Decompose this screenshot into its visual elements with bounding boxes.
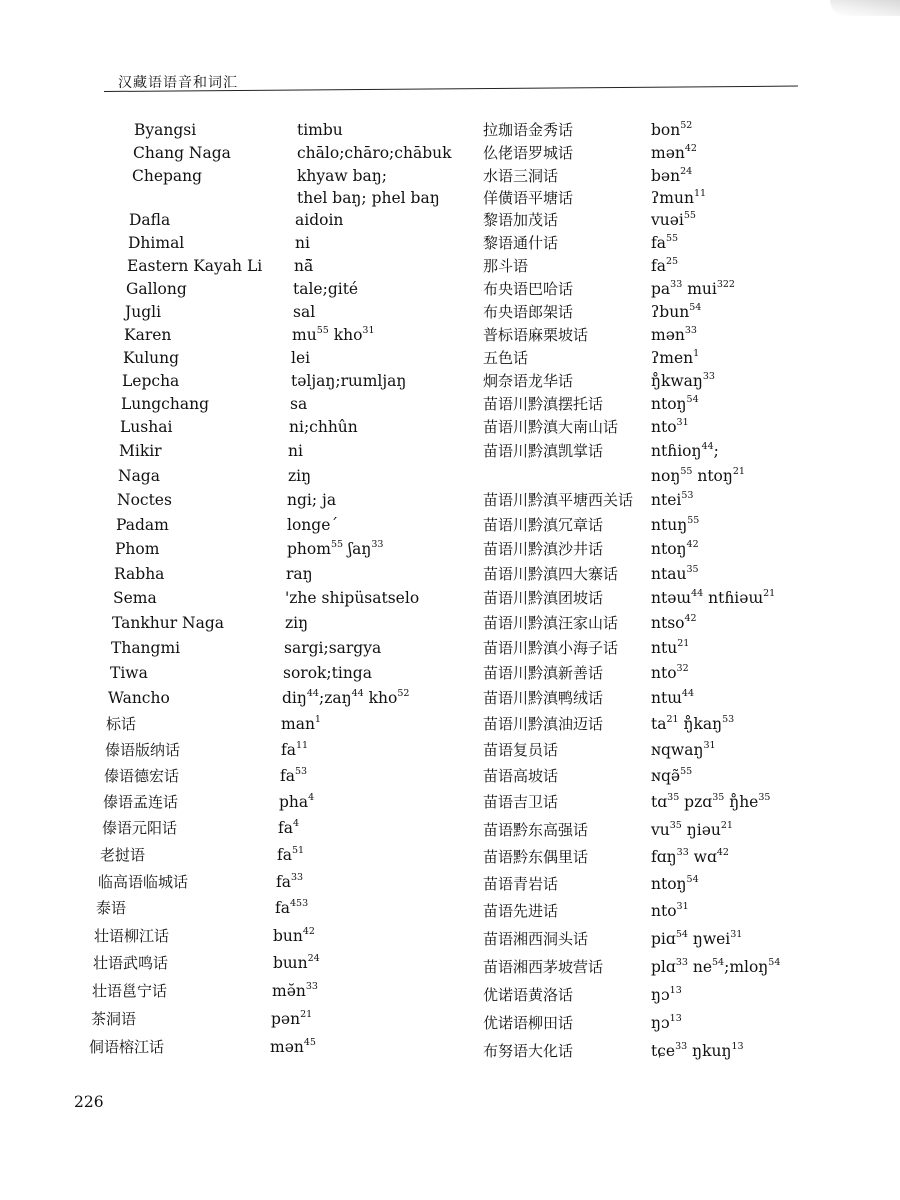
language-name: Mikir — [119, 442, 162, 460]
word-form: tɑ$^{35}$ pzɑ$^{35}$ $ŋ̊he^{35}$ — [651, 791, 771, 811]
word-form: $fa^{11}$ — [281, 739, 309, 759]
language-name: 苗语吉卫话 — [483, 793, 559, 811]
language-name: 苗语湘西洞头话 — [483, 930, 589, 948]
word-form: ŋ̊kwaŋ$^{33}$ — [651, 370, 715, 390]
language-name: Sema — [113, 589, 157, 607]
word-form: plɑ$^{33}$ $ne^{54};mloŋ^{54}$ — [651, 956, 781, 976]
word-form: phom$^{55}$ ʃaŋ$^{33}$ — [287, 538, 384, 558]
word-form: ntu$^{21}$ — [651, 637, 690, 657]
word-form: ntuŋ$^{55}$ — [651, 514, 700, 534]
language-name: Padam — [116, 516, 169, 534]
word-form: $fa^{33}$ — [276, 871, 304, 891]
language-name: 壮语邕宁话 — [92, 982, 168, 1000]
word-form: raŋ — [286, 565, 313, 583]
language-name: 拉珈语金秀话 — [483, 121, 574, 139]
word-form: $pa^{33}$ mui$^{322}$ — [651, 278, 735, 298]
word-form: pən$^{21}$ — [271, 1008, 313, 1028]
language-name: 苗语川黔滇摆托话 — [483, 395, 604, 413]
word-form: ntoŋ$^{54}$ — [651, 393, 699, 413]
word-form: chālo;chāro;chābuk — [297, 144, 452, 162]
language-name: 普标语麻栗坡话 — [483, 326, 589, 344]
word-form: bɯn$^{24}$ — [273, 952, 320, 972]
word-form: nto$^{31}$ — [651, 900, 689, 920]
language-name: 茶洞语 — [91, 1010, 137, 1028]
word-form: ntəɯ$^{44}$ ntɦiəɯ$^{21}$ — [651, 587, 776, 607]
language-name: Thangmi — [111, 639, 181, 657]
page-number: 226 — [74, 1093, 104, 1111]
language-name: 标话 — [106, 715, 137, 733]
word-form: noŋ$^{55}$ ntoŋ$^{21}$ — [651, 465, 745, 485]
word-form: mən$^{45}$ — [270, 1036, 316, 1056]
language-name: 泰语 — [96, 899, 127, 917]
language-name: 临高语临城话 — [98, 873, 189, 891]
language-name: Lungchang — [121, 395, 209, 413]
language-name: Chepang — [132, 167, 203, 185]
word-form: ɴqə̃$^{55}$ — [651, 765, 693, 785]
language-name: Wancho — [108, 689, 170, 707]
language-name: 苗语复员话 — [483, 741, 559, 759]
language-name: 黎语加茂话 — [483, 211, 559, 229]
word-form: diŋ$^{44}$;zaŋ$^{44}$ kho$^{52}$ — [282, 687, 410, 707]
language-name: 苗语黔东高强话 — [483, 821, 589, 839]
language-name: 苗语川黔滇四大寨话 — [483, 565, 619, 583]
language-name: 傣语版纳话 — [105, 741, 181, 759]
language-name: 苗语湘西茅坡营话 — [483, 958, 604, 976]
language-name: 黎语通什话 — [483, 234, 559, 252]
language-name: 优诺语黄洛话 — [483, 986, 574, 1004]
language-name: 苗语先进话 — [483, 902, 559, 920]
word-form: man$^1$ — [281, 713, 321, 733]
language-name: 佯僙语平塘话 — [483, 189, 574, 207]
word-form: $fa^{55}$ — [651, 232, 679, 252]
word-form: khyaw baŋ; — [297, 167, 387, 185]
word-form: sorok;tinga — [283, 664, 372, 682]
language-name: 炯奈语龙华话 — [483, 372, 574, 390]
word-form: 'zhe shipüsatselo — [285, 589, 420, 607]
language-name: 苗语黔东偶里话 — [483, 848, 589, 866]
language-name: 苗语高坡话 — [483, 767, 559, 785]
language-name: Gallong — [126, 280, 187, 298]
word-form: aidoin — [295, 211, 344, 229]
language-name: 那斗语 — [483, 257, 529, 275]
language-name: 傣语元阳话 — [102, 819, 178, 837]
word-form: sargi;sargya — [284, 639, 382, 657]
language-name: 布努语大化话 — [483, 1042, 574, 1060]
running-header: 汉藏语语音和词汇 — [118, 75, 238, 91]
language-name: 五色话 — [483, 349, 529, 367]
language-name: 老挝语 — [100, 846, 146, 864]
word-form: $fa^4$ — [278, 817, 300, 837]
language-name: 壮语武鸣话 — [93, 954, 169, 972]
word-form: $fa^{51}$ — [277, 844, 305, 864]
word-form: lei — [291, 349, 311, 367]
language-name: 苗语川黔滇冗章话 — [483, 516, 604, 534]
word-form: bən$^{24}$ — [651, 165, 693, 185]
language-name: 傣语德宏话 — [104, 767, 180, 785]
word-form: ni;chhûn — [289, 418, 358, 436]
language-name: 优诺语柳田话 — [483, 1014, 574, 1032]
word-form: ntɦioŋ$^{44}$; — [651, 440, 719, 460]
language-name: 苗语川黔滇平塘西关话 — [483, 491, 634, 509]
language-name: 苗语川黔滇新善话 — [483, 664, 604, 682]
language-name: 苗语青岩话 — [483, 875, 559, 893]
word-form: longe´ — [287, 516, 339, 534]
language-name: 侗语榕江话 — [89, 1038, 165, 1056]
language-name: Naga — [118, 467, 160, 485]
word-form: ɴqwaŋ$^{31}$ — [651, 739, 716, 759]
language-name: 布央语巴哈话 — [483, 280, 574, 298]
word-form: $vu^{35}$ ŋiəu$^{21}$ — [651, 819, 733, 839]
scan-corner-shadow — [830, 0, 900, 16]
language-name: Dhimal — [128, 234, 185, 252]
word-form: ziŋ — [285, 614, 309, 632]
language-name: 傣语孟连话 — [103, 793, 179, 811]
word-form: bon$^{52}$ — [651, 119, 693, 139]
language-name: 水语三洞话 — [483, 167, 559, 185]
word-form: ntɯ$^{44}$ — [651, 687, 695, 707]
word-form: ntau$^{35}$ — [651, 563, 699, 583]
word-form: ntei$^{53}$ — [651, 489, 694, 509]
language-name: 苗语川黔滇油迈话 — [483, 715, 604, 733]
language-name: Noctes — [117, 491, 172, 509]
word-form: timbu — [297, 121, 343, 139]
word-form: mən$^{42}$ — [651, 142, 697, 162]
language-name: Lushai — [120, 418, 173, 436]
word-form: tɕe$^{33}$ ŋkuŋ$^{13}$ — [651, 1040, 744, 1060]
word-form: sal — [293, 303, 316, 321]
word-form: ŋɔ$^{13}$ — [651, 984, 682, 1004]
word-form: $ta^{21}$ ŋ̊kaŋ$^{53}$ — [651, 713, 735, 733]
language-name: 苗语川黔滇大南山话 — [483, 418, 619, 436]
word-form: thel baŋ; phel baŋ — [297, 189, 440, 207]
language-name: Chang Naga — [133, 144, 231, 162]
language-name: 苗语川黔滇团坡话 — [483, 589, 604, 607]
word-form: ntso$^{42}$ — [651, 612, 697, 632]
language-name: Rabha — [114, 565, 165, 583]
language-name: Eastern Kayah Li — [127, 257, 263, 275]
word-form: ŋɔ$^{13}$ — [651, 1012, 682, 1032]
language-name: Jugli — [125, 303, 162, 321]
language-name: Kulung — [123, 349, 180, 367]
language-name: 壮语柳江话 — [94, 927, 170, 945]
word-form: $mu^{55}$ kho$^{31}$ — [292, 324, 375, 344]
word-form: təljaŋ;rɯmljaŋ — [291, 372, 407, 390]
language-name: 苗语川黔滇凯掌话 — [483, 442, 604, 460]
word-form: tale;gité — [293, 280, 359, 298]
word-form: ʔbun$^{54}$ — [651, 301, 702, 321]
language-name: 苗语川黔滇沙井话 — [483, 540, 604, 558]
word-form: ziŋ — [288, 467, 312, 485]
word-form: sa — [290, 395, 308, 413]
word-form: ngi; ja — [287, 491, 337, 509]
word-form: nto$^{32}$ — [651, 662, 689, 682]
word-form: $fa^{453}$ — [275, 897, 309, 917]
word-form: $fa^{53}$ — [280, 765, 308, 785]
word-form: ntoŋ$^{42}$ — [651, 538, 699, 558]
word-form: ni — [295, 234, 310, 252]
language-name: Lepcha — [122, 372, 180, 390]
word-form: $fa^{25}$ — [651, 255, 679, 275]
word-form: ʔmun$^{11}$ — [651, 187, 707, 207]
language-name: 苗语川黔滇汪家山话 — [483, 614, 619, 632]
word-form: nto$^{31}$ — [651, 416, 689, 436]
language-name: Byangsi — [134, 121, 197, 139]
language-name: Tankhur Naga — [112, 614, 225, 632]
word-form: piɑ$^{54}$ ŋwei$^{31}$ — [651, 928, 743, 948]
word-form: $mə̆n^{33}$ — [272, 980, 318, 1000]
word-form: ni — [288, 442, 303, 460]
language-name: 仫佬语罗城话 — [483, 144, 574, 162]
word-form: fɑŋ$^{33}$ wɑ$^{42}$ — [651, 846, 729, 866]
language-name: Phom — [115, 540, 160, 558]
word-form: mən$^{33}$ — [651, 324, 697, 344]
language-name: 苗语川黔滇鸭绒话 — [483, 689, 604, 707]
language-name: 布央语郎架话 — [483, 303, 574, 321]
language-name: 苗语川黔滇小海子话 — [483, 639, 619, 657]
language-name: Dafla — [129, 211, 171, 229]
word-form: pha$^4$ — [279, 791, 315, 811]
word-form: ʔmen$^1$ — [651, 347, 700, 367]
word-form: nā̃ — [294, 257, 314, 275]
word-form: bun$^{42}$ — [273, 925, 315, 945]
language-name: Karen — [124, 326, 172, 344]
language-name: Tiwa — [110, 664, 148, 682]
word-form: vuəi$^{55}$ — [651, 209, 696, 229]
word-form: ntoŋ$^{54}$ — [651, 873, 699, 893]
